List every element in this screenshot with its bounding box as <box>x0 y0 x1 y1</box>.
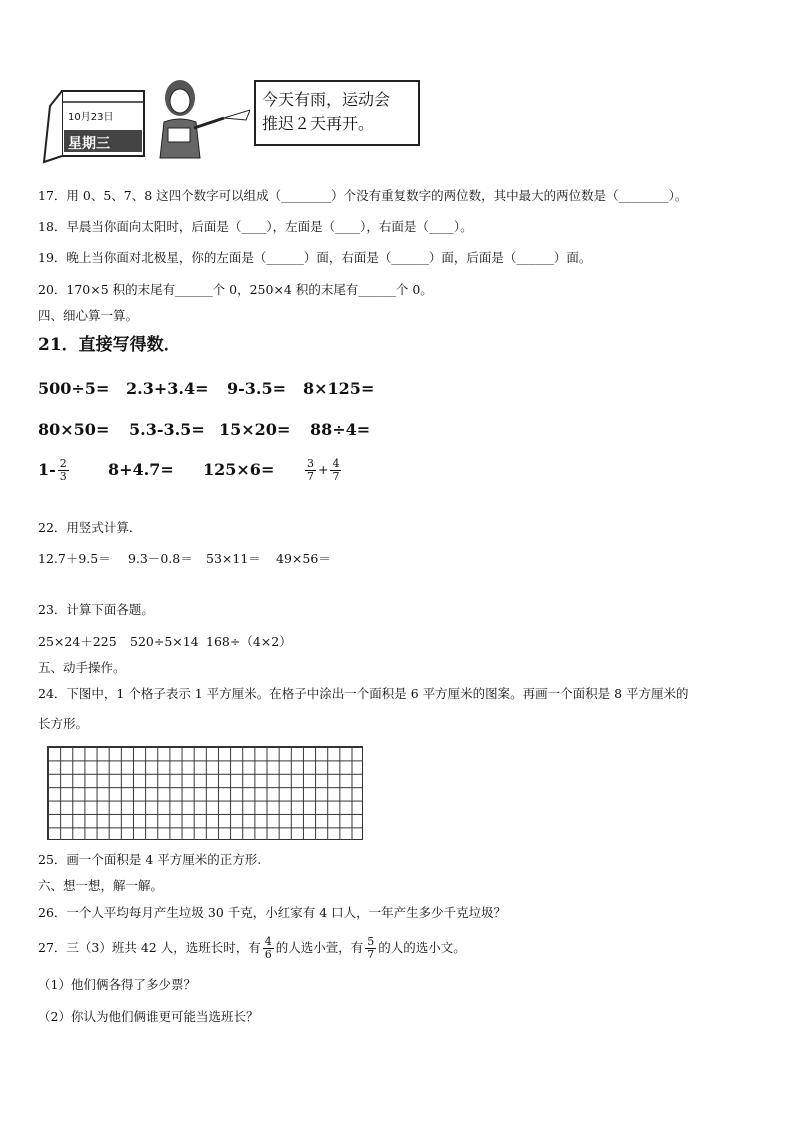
fraction <box>365 936 376 961</box>
vertical-calc-item: 53×11＝ <box>206 551 261 566</box>
plus-sign: + <box>318 462 329 477</box>
fraction-denominator: 6 <box>264 948 272 961</box>
calc-item: 8+4.7= <box>108 460 174 479</box>
question-27-sub-2: （2）你认为他们俩谁更可能当选班长？ <box>38 1009 259 1024</box>
question-18: 18．早晨当你面向太阳时，后面是（____），左面是（____），右面是（____）。 <box>38 219 473 234</box>
fraction-denominator: 7 <box>307 470 314 483</box>
calc-problem: 25×24＋225 <box>38 634 117 649</box>
section-6-heading: 六、想一想，解一解。 <box>38 878 164 893</box>
question-19: 19．晚上当你面对北极星，你的左面是（______）面，右面是（______）面，后面是（______）面。 <box>38 250 592 265</box>
bubble-line-2: 推迟２天再开。 <box>262 114 375 133</box>
question-27-sub-1: （1）他们俩各得了多少票？ <box>38 977 196 992</box>
question-22-title: 22．用竖式计算． <box>38 520 142 535</box>
calc-item: 2.3+3.4= <box>126 379 209 398</box>
calc-prefix: 1- <box>38 460 56 479</box>
question-17: 17．用 0、5、7、8 这四个数字可以组成（________）个没有重复数字的两位数，其中最大的两位数是（________）。 <box>38 188 688 203</box>
fraction-numerator: 2 <box>59 457 67 470</box>
question-26: 26．一个人平均每月产生垃圾 30 千克，小红家有 4 口人，一年产生多少千克垃圾？ <box>38 905 507 920</box>
calendar-weekday: 星期三 <box>68 136 110 152</box>
speech-bubble <box>254 80 420 146</box>
fraction-numerator: 4 <box>332 457 340 470</box>
question-20: 20．170×5 积的末尾有______个 0，250×4 积的末尾有______个 0。 <box>38 282 433 297</box>
fraction <box>305 458 316 483</box>
square-grid[interactable] <box>47 746 363 840</box>
fraction-numerator: 3 <box>307 457 314 470</box>
question-25: 25．画一个面积是 4 平方厘米的正方形. <box>38 852 262 867</box>
calc-item: 500÷5= <box>38 379 110 398</box>
fraction-denominator: 7 <box>332 470 340 483</box>
calc-item-fraction-sum <box>303 455 343 485</box>
question-27 <box>38 931 466 965</box>
calc-problem: 168÷（4×2） <box>206 634 292 649</box>
calc-item: 125×6= <box>203 460 275 479</box>
calc-item: 9-3.5= <box>227 379 287 398</box>
calendar-icon <box>40 86 150 166</box>
calc-item: 15×20= <box>219 420 291 439</box>
fraction-numerator: 4 <box>264 935 272 948</box>
question-24-line-1: 24．下图中，1 个格子表示 1 平方厘米。在格子中涂出一个面积是 6 平方厘米的图案。再画一个面积是 8 平方厘米的 <box>38 686 689 701</box>
calendar-illustration <box>40 86 150 166</box>
teacher-illustration <box>150 76 250 162</box>
question-24-line-2: 长方形。 <box>38 716 89 731</box>
calc-item: 8×125= <box>303 379 375 398</box>
section-4-heading: 四、细心算一算。 <box>38 308 139 323</box>
fraction <box>58 458 69 483</box>
question-27-prefix: 27．三（3）班共 42 人，选班长时，有 <box>38 940 261 955</box>
calendar-date: 10月23日 <box>68 112 114 123</box>
calc-problem: 520÷5×14 <box>130 634 199 649</box>
fraction-denominator: 7 <box>367 948 375 961</box>
question-21-title: 21．直接写得数． <box>38 335 181 355</box>
calc-item: 80×50= <box>38 420 110 439</box>
fraction-numerator: 5 <box>367 935 375 948</box>
calc-item: 5.3-3.5= <box>129 420 205 439</box>
fraction-denominator: 3 <box>59 470 67 483</box>
fraction <box>263 936 274 961</box>
calc-item-fraction <box>38 455 71 485</box>
question-23-title: 23．计算下面各题。 <box>38 602 154 617</box>
bubble-line-1: 今天有雨，运动会 <box>262 90 391 109</box>
question-27-mid: 的人选小萱，有 <box>275 940 364 955</box>
question-27-suffix: 的人的选小文。 <box>378 940 466 955</box>
fraction <box>330 458 341 483</box>
calc-item: 88÷4= <box>310 420 371 439</box>
vertical-calc-item: 49×56＝ <box>276 551 331 566</box>
vertical-calc-item: 9.3－0.8＝ <box>128 551 193 566</box>
section-5-heading: 五、动手操作。 <box>38 660 126 675</box>
vertical-calc-item: 12.7＋9.5＝ <box>38 551 111 566</box>
